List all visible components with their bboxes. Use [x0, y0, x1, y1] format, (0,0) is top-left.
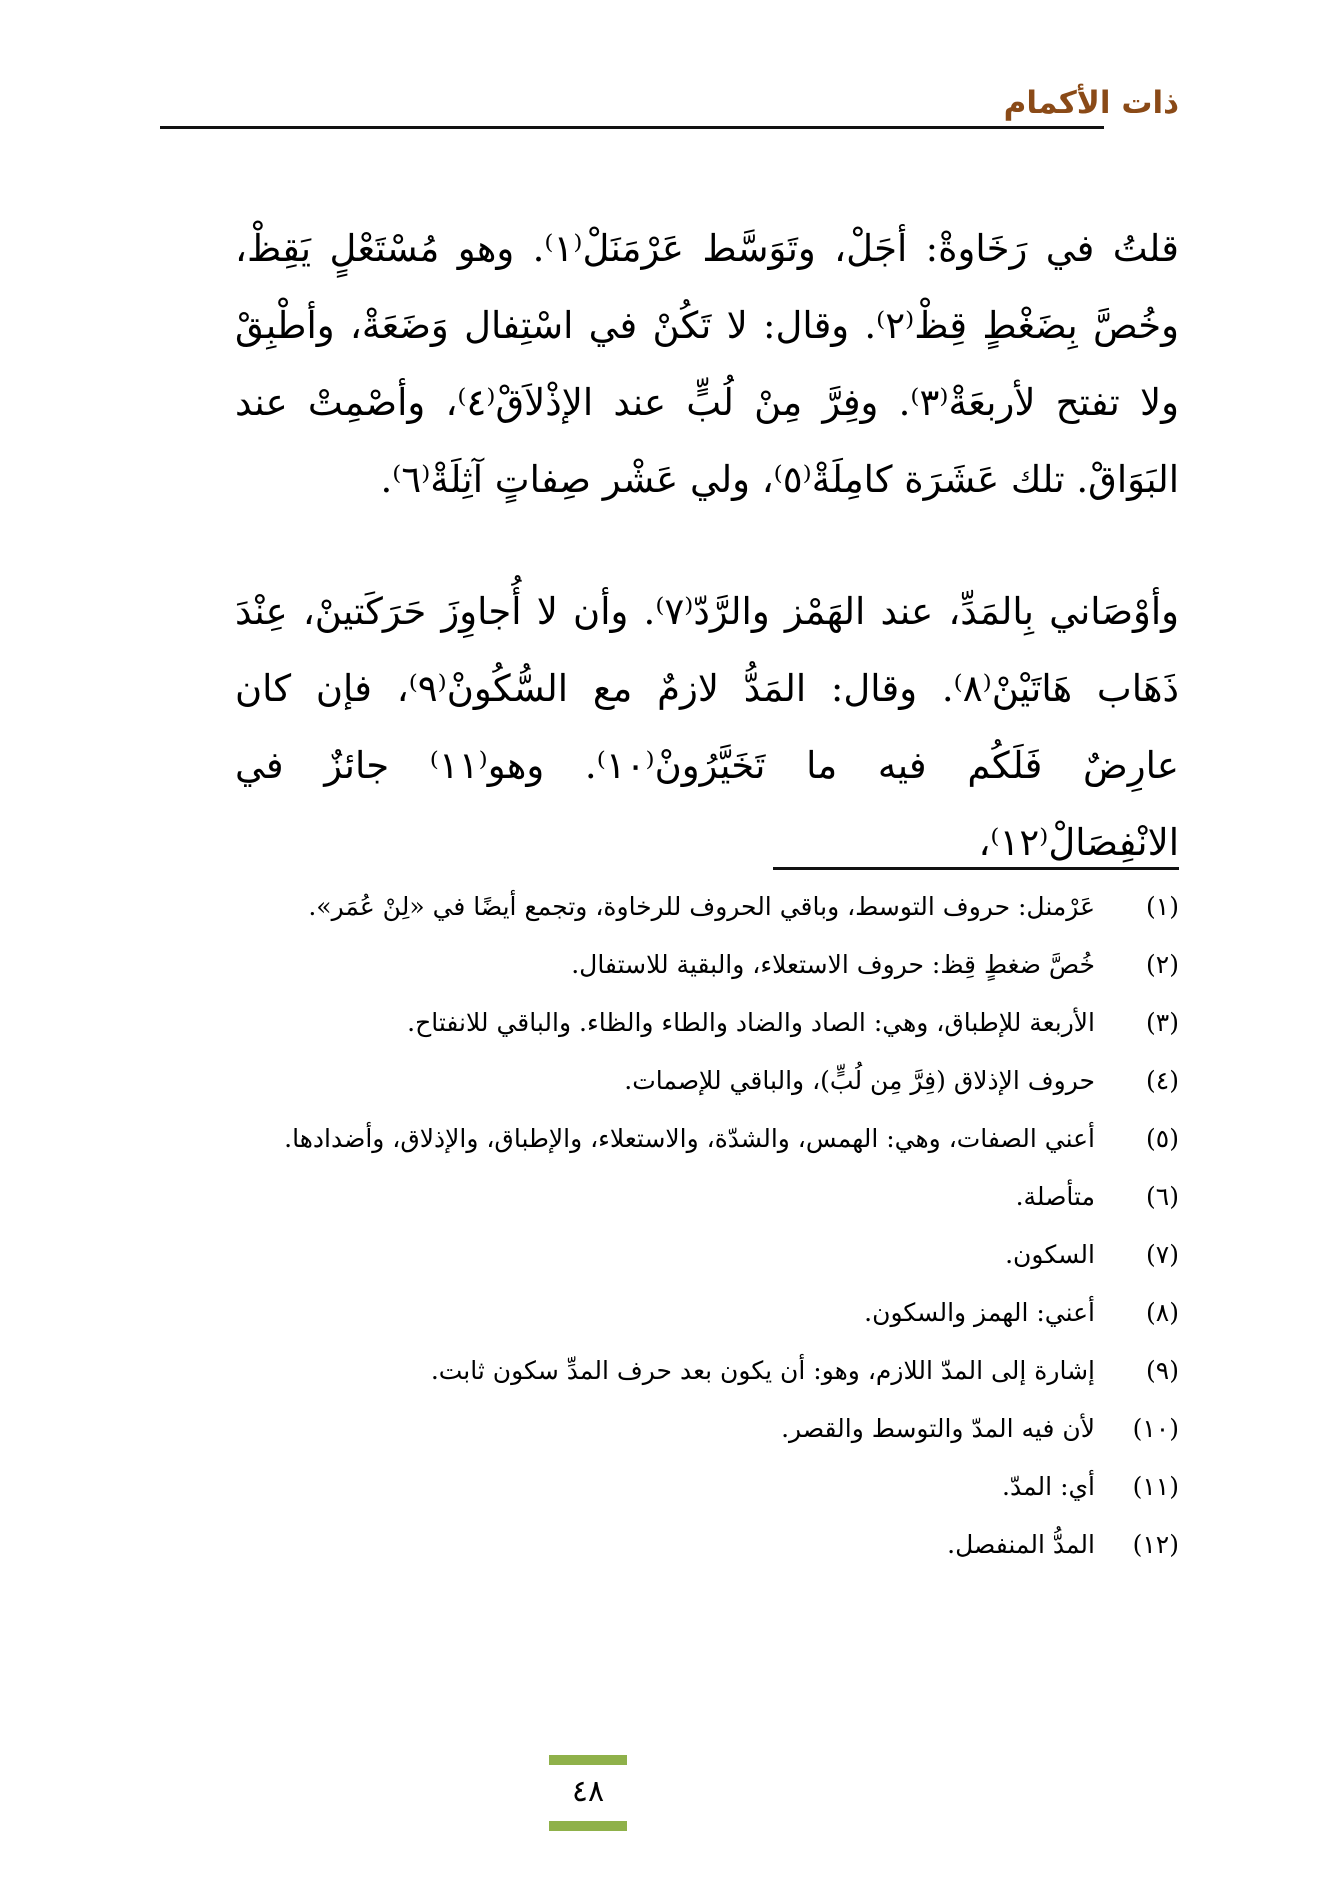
body-paragraph-2: وأوْصَاني بِالمَدِّ، عند الهَمْز والرَّدّ⁽٧⁾. وأن لا أُجاوِزَ حَرَكَتينْ، عِنْدَ ذَهَاب هَاتَيْنْ⁽٨⁾. وقال: المَدُّ لازمٌ مع السُّكُونْ⁽٩⁾، فإن كان عارِضٌ فَلَكُم فيه ما تَخَيَّرُونْ⁽١٠⁾. وهو⁽١١⁾ جائزٌ في الانْفِصَالْ⁽١٢⁾،	[235, 590, 1180, 864]
footnote-9	[235, 1348, 1179, 1394]
header-rule	[160, 126, 1104, 129]
footnote-text: أي: المدّ.	[1002, 1472, 1095, 1501]
footnote-text: خُصَّ ضغطٍ قِظ: حروف الاستعلاء، والبقية للاستفال.	[571, 950, 1095, 979]
footnotes-list	[235, 884, 1179, 1580]
footnote-5	[235, 1116, 1179, 1162]
footnote-number: (١٢)	[1132, 1530, 1179, 1559]
footnote-6	[235, 1174, 1179, 1220]
page-number-bar-bottom	[549, 1821, 627, 1831]
footnote-number: (٤)	[1146, 1066, 1179, 1095]
footnote-text: الأربعة للإطباق، وهي: الصاد والضاد والطاء والظاء. والباقي للانفتاح.	[407, 1008, 1095, 1037]
body-paragraph-1: قلتُ في رَخَاوةْ: أجَلْ، وتَوَسَّط عَرْمَنَلْ⁽١⁾. وهو مُسْتَعْلٍ يَقِظْ، وخُصَّ بِضَغْطٍ قِظْ⁽٢⁾. وقال: لا تَكُنْ في اسْتِفال وَضَعَةْ، وأطْبِقْ ولا تفتح لأربعَةْ⁽٣⁾. وفِرَّ مِنْ لُبٍّ عند الإذْلاَقْ⁽٤⁾، وأصْمِتْ عند البَوَاقْ. تلك عَشَرَة كامِلَةْ⁽٥⁾، ولي عَشْر صِفاتٍ آثِلَةْ⁽٦⁾.	[235, 227, 1180, 501]
footnote-10	[235, 1406, 1179, 1452]
footnote-11	[235, 1464, 1179, 1510]
footnote-text: حروف الإذلاق (فِرَّ مِن لُبٍّ)، والباقي للإصمات.	[624, 1066, 1095, 1095]
footnote-2	[235, 942, 1179, 988]
footnote-number: (٣)	[1146, 1008, 1179, 1037]
footnote-number: (٨)	[1146, 1298, 1179, 1327]
footnote-number: (٦)	[1146, 1182, 1179, 1211]
footnote-number: (٧)	[1146, 1240, 1179, 1269]
page-number-bar-top	[549, 1755, 627, 1765]
footnote-text: أعني: الهمز والسكون.	[864, 1298, 1095, 1327]
footnote-number: (١٠)	[1132, 1414, 1179, 1443]
footnote-12	[235, 1522, 1179, 1568]
footnote-7	[235, 1232, 1179, 1278]
footnote-3	[235, 1000, 1179, 1046]
footnote-text: لأن فيه المدّ والتوسط والقصر.	[781, 1414, 1095, 1443]
footnote-8	[235, 1290, 1179, 1336]
footnote-1	[235, 884, 1179, 930]
footnote-text: السكون.	[1005, 1240, 1095, 1269]
footnote-number: (١)	[1146, 892, 1179, 921]
footnote-text: متأصلة.	[1015, 1182, 1095, 1211]
footnote-number: (٢)	[1146, 950, 1179, 979]
footnote-text: عَرْمنل: حروف التوسط، وباقي الحروف للرخاوة، وتجمع أيضًا في «لِنْ عُمَر».	[308, 892, 1095, 921]
footnote-text: إشارة إلى المدّ اللازم، وهو: أن يكون بعد حرف المدِّ سكون ثابت.	[430, 1356, 1095, 1385]
footnote-4	[235, 1058, 1179, 1104]
page-number: ٤٨	[571, 1774, 605, 1809]
footnote-number: (٥)	[1146, 1124, 1179, 1153]
footnote-separator	[773, 867, 1179, 870]
footnote-number: (١١)	[1132, 1472, 1179, 1501]
footnote-text: المدُّ المنفصل.	[947, 1530, 1095, 1559]
running-header-title: ذات الأكمام	[1003, 85, 1179, 121]
footnote-number: (٩)	[1146, 1356, 1179, 1385]
footnote-text: أعني الصفات، وهي: الهمس، والشدّة، والاستعلاء، والإطباق، والإذلاق، وأضدادها.	[284, 1124, 1095, 1153]
